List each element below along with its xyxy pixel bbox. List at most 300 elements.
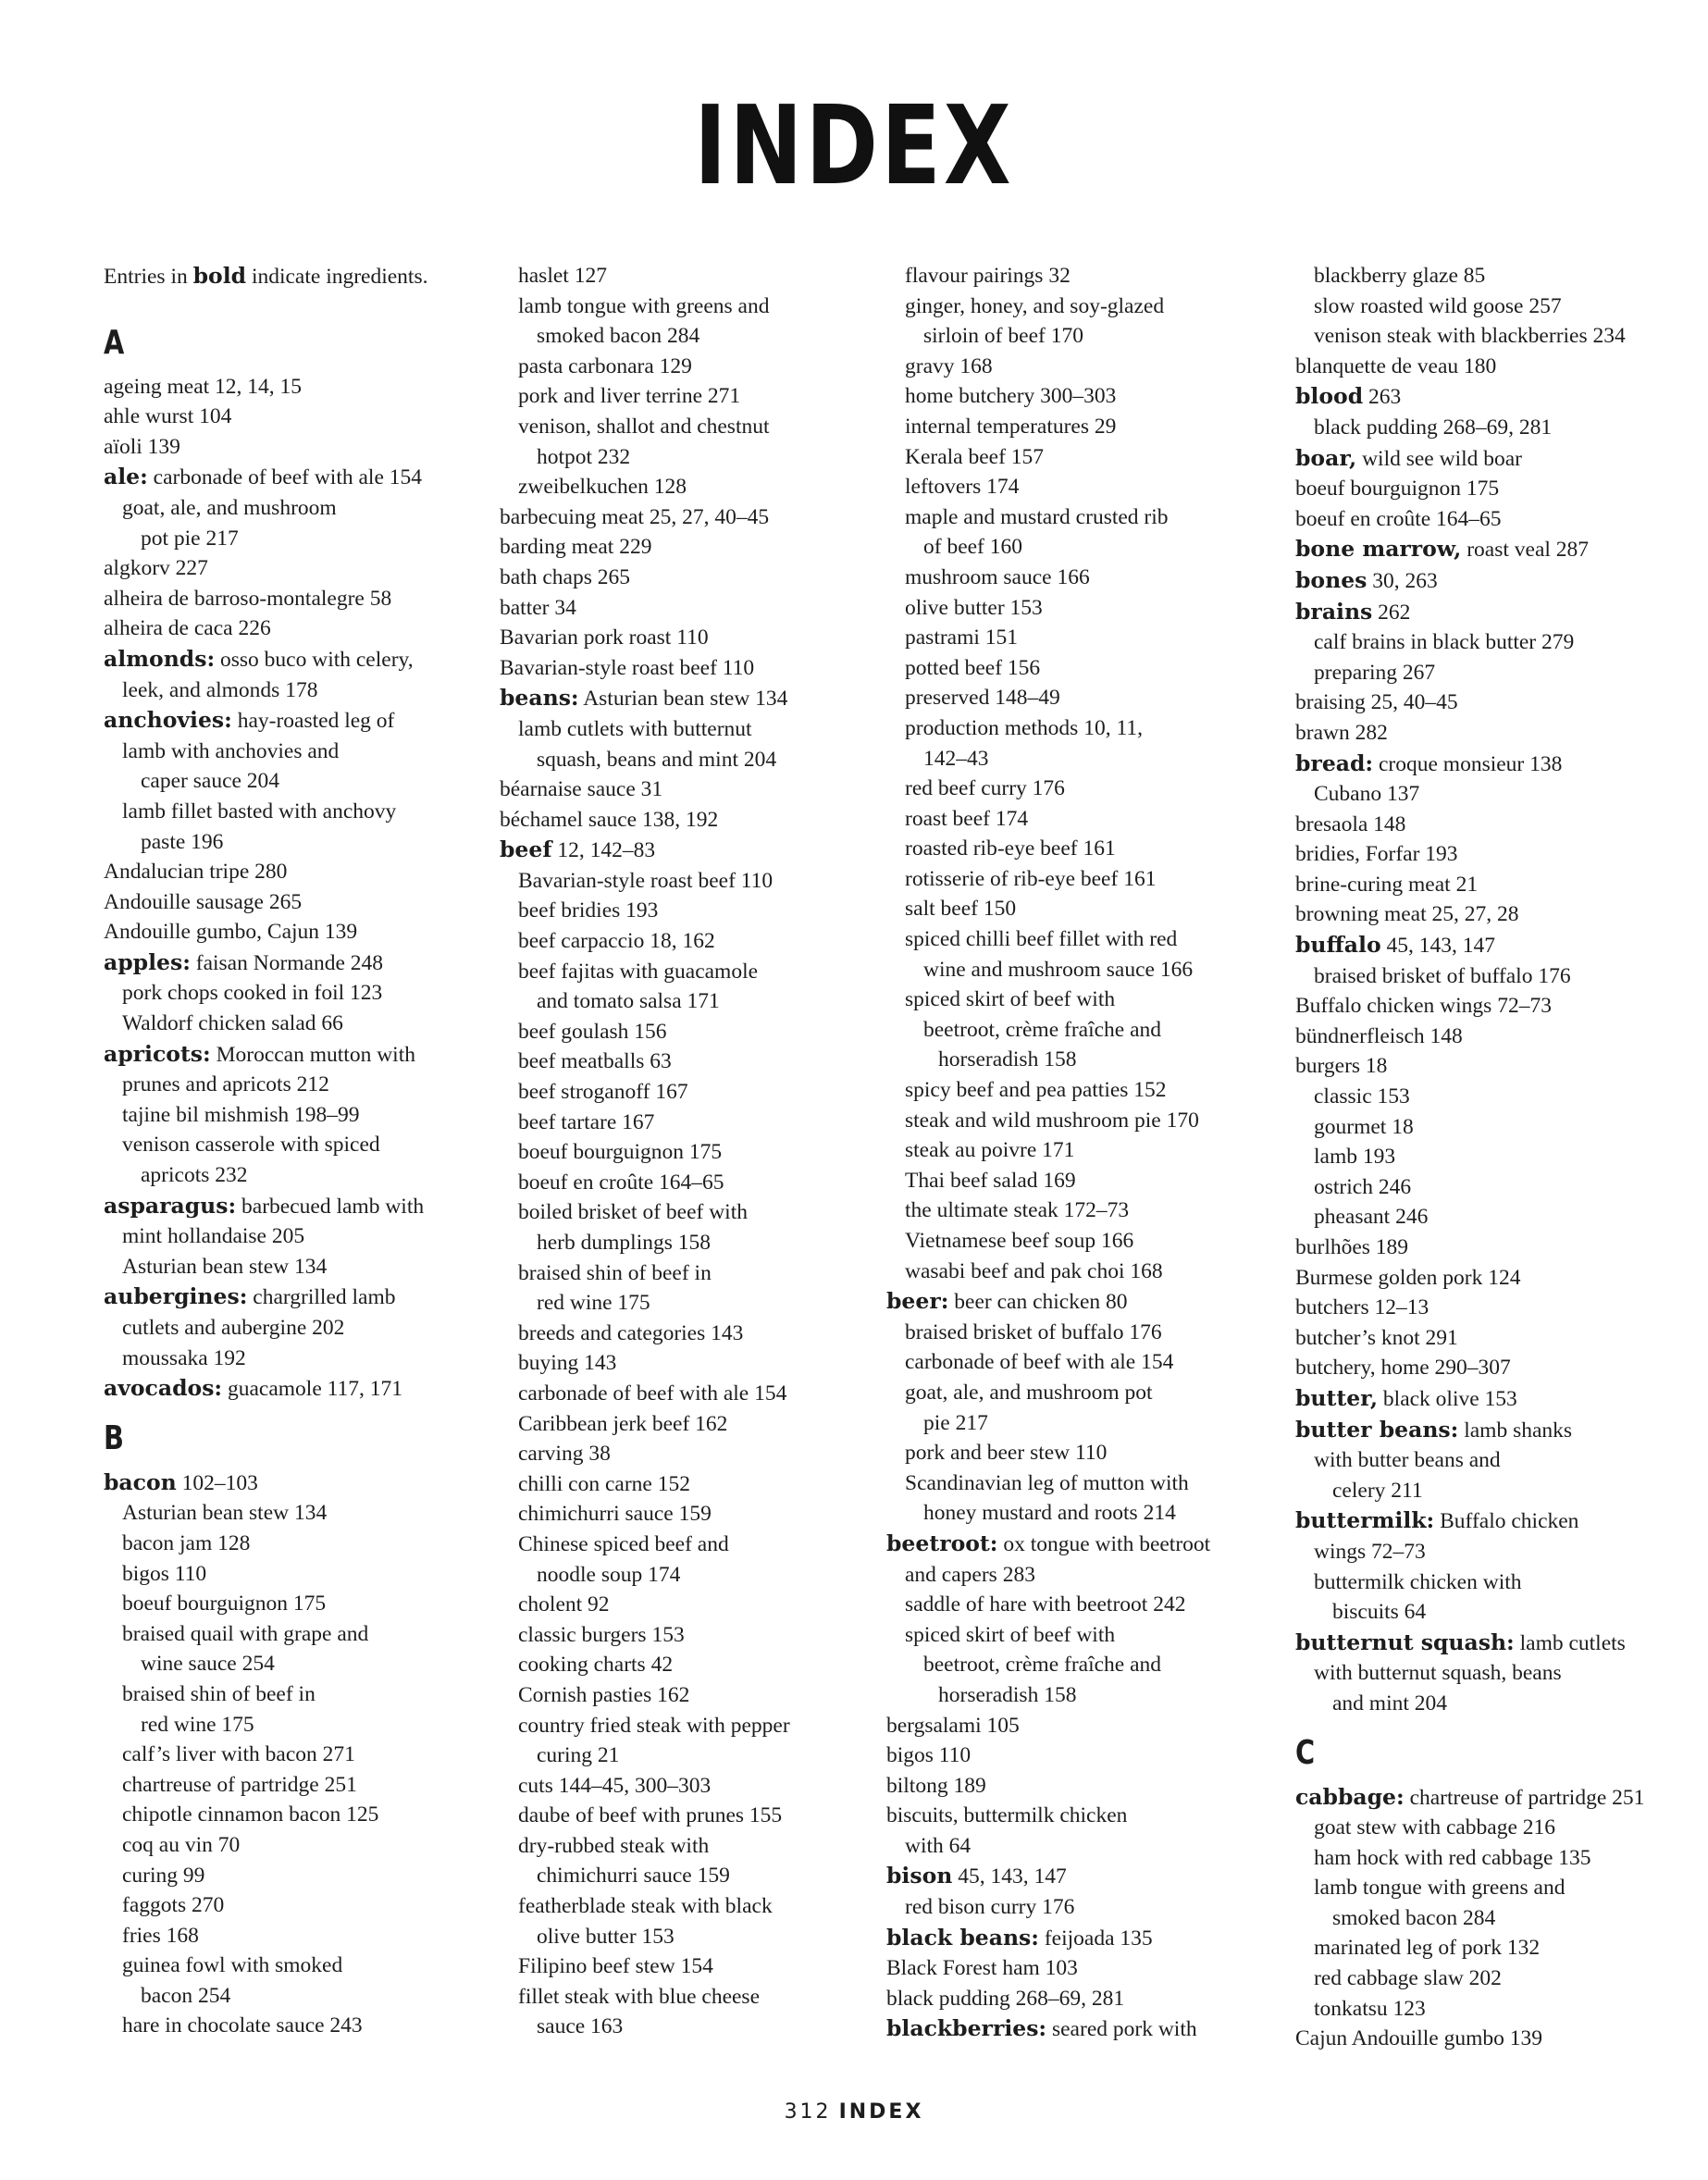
entry-text: potted beef 156	[905, 655, 1041, 680]
index-subentry	[886, 1468, 1293, 1499]
entry-text: bergsalami 105	[886, 1713, 1020, 1738]
index-entry	[104, 402, 511, 432]
index-subentry	[886, 261, 1293, 291]
entry-text: osso buco with celery,	[215, 647, 414, 672]
entry-text: chimichurri sauce 159	[518, 1502, 712, 1527]
entry-text: 142–43	[923, 746, 989, 771]
index-entry	[1295, 443, 1702, 475]
entry-text: braised shin of beef in	[122, 1681, 316, 1706]
index-subentry	[500, 1711, 907, 1741]
index-subentry	[500, 352, 907, 382]
entry-text: lamb fillet basted with anchovy	[122, 799, 397, 824]
index-entry	[500, 653, 907, 684]
entry-text: béchamel sauce 138, 192	[500, 807, 719, 832]
entry-text: horseradish 158	[938, 1682, 1077, 1707]
entry-text: fillet steak with blue cheese	[518, 1984, 761, 2009]
page-number: 312	[784, 2100, 832, 2124]
index-subentry	[1295, 1813, 1702, 1843]
entry-text: sauce 163	[537, 2014, 624, 2039]
index-subentry	[500, 714, 907, 745]
index-subentry	[886, 1347, 1293, 1378]
entry-text: boeuf en croûte 164–65	[1295, 506, 1502, 531]
entry-text: tonkatsu 123	[1314, 1996, 1426, 2021]
index-entry	[1295, 534, 1702, 565]
entry-text: braising 25, 40–45	[1295, 690, 1458, 715]
entry-keyword: bread:	[1295, 749, 1374, 776]
index-entry	[886, 1801, 1293, 1831]
entry-text: goat, ale, and mushroom	[122, 495, 337, 520]
entry-text: chipotle cinnamon bacon 125	[122, 1802, 379, 1827]
index-subentry	[104, 1951, 511, 1981]
index-entry	[104, 432, 511, 463]
entry-text: ahle wurst 104	[104, 404, 232, 429]
index-subentry	[500, 321, 907, 352]
entry-text: butchers 12–13	[1295, 1295, 1430, 1320]
entry-text: maple and mustard crusted rib	[905, 504, 1169, 529]
index-entry	[1295, 1263, 1702, 1294]
index-subentry	[500, 2012, 907, 2042]
index-subentry	[1295, 1658, 1702, 1689]
entry-text: butcher’s knot 291	[1295, 1325, 1458, 1350]
index-subentry	[886, 774, 1293, 804]
entry-text: beef tartare 167	[518, 1109, 655, 1134]
index-subentry	[1295, 1933, 1702, 1963]
entry-text: red wine 175	[141, 1712, 254, 1737]
index-subentry	[500, 1560, 907, 1591]
index-subentry	[886, 472, 1293, 502]
index-entry	[104, 1468, 511, 1499]
entry-text: country fried steak with pepper	[518, 1713, 790, 1738]
entry-text: and capers 283	[905, 1562, 1035, 1587]
entry-text: burgers 18	[1295, 1054, 1388, 1079]
entry-text: hay-roasted leg of	[231, 709, 395, 734]
index-subentry	[104, 2011, 511, 2041]
index-subentry	[500, 1197, 907, 1228]
entry-text: Cubano 137	[1314, 782, 1420, 807]
entry-text: curing 21	[537, 1743, 620, 1768]
index-subentry	[886, 1166, 1293, 1196]
entry-text: ageing meat 12, 14, 15	[104, 374, 303, 399]
entry-keyword: bones	[1295, 566, 1368, 593]
index-entry	[886, 1771, 1293, 1802]
index-subentry	[1295, 1567, 1702, 1598]
index-subentry	[886, 1075, 1293, 1106]
index-subentry	[104, 978, 511, 1009]
index-subentry	[1295, 1903, 1702, 1934]
index-subentry	[886, 412, 1293, 442]
index-entry	[500, 593, 907, 624]
entry-text: buying 143	[518, 1351, 617, 1376]
entry-text: beef carpaccio 18, 162	[518, 929, 715, 954]
index-entry	[104, 857, 511, 887]
entry-text: beetroot, crème fraîche and	[923, 1017, 1162, 1042]
index-subentry	[1295, 1963, 1702, 1994]
entry-text: venison casserole with spiced	[122, 1133, 380, 1158]
index-entry	[1295, 810, 1702, 840]
entry-keyword: anchovies:	[104, 707, 232, 734]
index-subentry	[104, 1070, 511, 1100]
index-subentry	[886, 321, 1293, 352]
entry-text: butchery, home 290–307	[1295, 1356, 1511, 1381]
entry-text: Caribbean jerk beef 162	[518, 1411, 728, 1436]
entry-text: chartreuse of partridge 251	[122, 1772, 357, 1797]
index-column-4	[1295, 261, 1702, 2054]
index-entry	[1295, 1022, 1702, 1052]
index-entry	[1295, 687, 1702, 718]
index-subentry	[500, 957, 907, 987]
index-entry	[1295, 381, 1702, 413]
entry-text: bath chaps 265	[500, 564, 630, 589]
index-subentry	[500, 1530, 907, 1560]
index-subentry	[1295, 658, 1702, 688]
entry-text: with butternut squash, beans	[1314, 1661, 1562, 1686]
entry-text: squash, beans and mint 204	[537, 747, 777, 772]
entry-keyword: almonds:	[104, 645, 216, 672]
index-entry	[1295, 1353, 1702, 1383]
index-subentry	[886, 1620, 1293, 1651]
index-subentry	[104, 1619, 511, 1650]
index-subentry	[886, 1195, 1293, 1226]
index-subentry	[1295, 321, 1702, 352]
entry-keyword: beer:	[886, 1288, 949, 1315]
index-subentry	[886, 1408, 1293, 1439]
index-subentry	[886, 864, 1293, 895]
entry-keyword: boar,	[1295, 444, 1357, 471]
entry-text: Waldorf chicken salad 66	[122, 1011, 343, 1036]
entry-text: hare in chocolate sauce 243	[122, 2013, 363, 2038]
index-subentry	[500, 1801, 907, 1831]
entry-text: wild see wild boar	[1356, 446, 1523, 471]
entry-text: tajine bil mishmish 198–99	[122, 1102, 360, 1127]
entry-text: roast beef 174	[905, 806, 1029, 831]
entry-text: lamb cutlets with butternut	[518, 716, 752, 741]
entry-text: béarnaise sauce 31	[500, 777, 663, 802]
entry-text: salt beef 150	[905, 897, 1017, 922]
index-subentry	[886, 623, 1293, 653]
index-entry	[104, 372, 511, 403]
index-subentry	[886, 1226, 1293, 1257]
index-entry	[886, 1711, 1293, 1741]
entry-text: cuts 144–45, 300–303	[518, 1773, 712, 1798]
entry-text: Black Forest ham 103	[886, 1956, 1078, 1981]
entry-text: 102–103	[176, 1470, 258, 1495]
index-entry	[104, 705, 511, 737]
entry-text: Buffalo chicken	[1434, 1509, 1579, 1534]
index-subentry	[1295, 1873, 1702, 1903]
index-subentry	[886, 1106, 1293, 1136]
entry-text: breeds and categories 143	[518, 1320, 744, 1345]
entry-text: moussaka 192	[122, 1345, 246, 1370]
index-entry	[1295, 930, 1702, 961]
entry-text: 30, 263	[1367, 568, 1438, 593]
entry-text: faisan Normande 248	[190, 950, 384, 975]
index-subentry	[1295, 1689, 1702, 1719]
entry-text: beef stroganoff 167	[518, 1080, 688, 1105]
index-subentry	[104, 1710, 511, 1740]
entry-keyword: aubergines:	[104, 1283, 248, 1310]
entry-text: alheira de barroso-montalegre 58	[104, 586, 392, 611]
entry-text: Bavarian pork roast 110	[500, 626, 709, 650]
entry-text: cholent 92	[518, 1592, 610, 1617]
index-subentry	[1295, 1082, 1702, 1112]
entry-text: Scandinavian leg of mutton with	[905, 1470, 1189, 1495]
entry-text: ostrich 246	[1314, 1174, 1412, 1199]
entry-keyword: black beans:	[886, 1924, 1039, 1951]
index-subentry	[886, 1831, 1293, 1862]
index-subentry	[104, 766, 511, 797]
index-entry	[886, 1286, 1293, 1318]
index-entry	[104, 948, 511, 979]
entry-keyword: avocados:	[104, 1375, 223, 1402]
entry-text: bacon 254	[141, 1983, 231, 2008]
entry-text: coq au vin 70	[122, 1832, 241, 1857]
index-subentry	[500, 261, 907, 291]
entry-text: and tomato salsa 171	[537, 989, 720, 1014]
index-subentry	[1295, 1843, 1702, 1874]
note-text: indicate ingredients.	[246, 265, 428, 289]
index-subentry	[886, 955, 1293, 985]
entry-text: leek, and almonds 178	[122, 677, 318, 702]
index-subentry	[500, 986, 907, 1017]
entry-keyword: beef	[500, 836, 552, 863]
entry-keyword: asparagus:	[104, 1192, 237, 1219]
index-subentry	[500, 1951, 907, 1982]
index-subentry	[104, 827, 511, 858]
index-subentry	[500, 1258, 907, 1289]
index-entry	[500, 774, 907, 805]
entry-text: paste 196	[141, 829, 224, 854]
index-entry	[1295, 1232, 1702, 1263]
entry-text: steak and wild mushroom pie 170	[905, 1108, 1199, 1133]
entry-text: classic burgers 153	[518, 1622, 685, 1647]
entry-text: guinea fowl with smoked	[122, 1953, 343, 1978]
entry-text: smoked bacon 284	[537, 324, 700, 349]
index-subentry	[1295, 1202, 1702, 1232]
entry-text: spiced skirt of beef with	[905, 987, 1116, 1012]
entry-text: braised brisket of buffalo 176	[1314, 963, 1571, 988]
index-subentry	[500, 472, 907, 502]
entry-text: braised quail with grape and	[122, 1621, 369, 1646]
index-entry	[1295, 1293, 1702, 1323]
index-subentry	[500, 412, 907, 442]
entry-text: boeuf en croûte 164–65	[518, 1170, 724, 1195]
index-subentry	[104, 1589, 511, 1619]
entry-keyword: beans:	[500, 685, 579, 712]
entry-keyword: beetroot:	[886, 1530, 998, 1556]
index-subentry	[104, 675, 511, 706]
entry-text: lamb shanks	[1458, 1418, 1573, 1443]
entry-text: chartreuse of partridge 251	[1404, 1785, 1645, 1810]
index-subentry	[1295, 779, 1702, 810]
note-text: Entries in	[104, 265, 193, 289]
entry-text: biltong 189	[886, 1773, 986, 1798]
index-entry	[104, 462, 511, 493]
index-subentry	[500, 1348, 907, 1379]
index-subentry	[104, 1559, 511, 1590]
index-subentry	[500, 442, 907, 473]
index-entry	[104, 887, 511, 918]
index-subentry	[500, 1047, 907, 1077]
index-entry	[500, 502, 907, 533]
entry-text: boeuf bourguignon 175	[122, 1592, 327, 1616]
entry-text: seared pork with	[1046, 2017, 1197, 2042]
note-bold: bold	[192, 263, 247, 289]
entry-text: boiled brisket of beef with	[518, 1200, 748, 1225]
entry-text: Asturian bean stew 134	[122, 1501, 328, 1526]
index-subentry	[886, 713, 1293, 744]
entry-text: buttermilk chicken with	[1314, 1569, 1522, 1594]
index-subentry	[104, 1160, 511, 1191]
entry-text: classic 153	[1314, 1084, 1410, 1109]
entry-text: home butchery 300–303	[905, 384, 1117, 409]
entry-text: pork and liver terrine 271	[518, 384, 741, 409]
entry-text: lamb with anchovies and	[122, 738, 340, 763]
index-subentry	[886, 442, 1293, 473]
entry-text: noodle soup 174	[537, 1562, 681, 1587]
index-subentry	[104, 1800, 511, 1830]
entry-keyword: blood	[1295, 383, 1364, 410]
index-subentry	[104, 737, 511, 767]
entry-text: alheira de caca 226	[104, 616, 271, 641]
index-subentry	[104, 1100, 511, 1131]
index-entry	[104, 1282, 511, 1313]
index-entry	[1295, 2024, 1702, 2054]
index-entry	[1295, 870, 1702, 900]
index-subentry	[500, 1439, 907, 1469]
index-subentry	[886, 352, 1293, 382]
entry-keyword: buffalo	[1295, 932, 1381, 959]
index-subentry	[104, 1221, 511, 1252]
index-subentry	[1295, 1172, 1702, 1203]
index-subentry	[886, 1045, 1293, 1075]
index-subentry	[500, 1077, 907, 1108]
index-column-3	[886, 261, 1293, 2045]
entry-text: steak au poivre 171	[905, 1138, 1075, 1163]
entry-text: herb dumplings 158	[537, 1231, 711, 1255]
index-subentry	[104, 1009, 511, 1039]
entry-text: 263	[1363, 385, 1402, 410]
entry-text: carbonade of beef with ale 154	[518, 1381, 787, 1406]
entry-text: with 64	[905, 1833, 972, 1858]
index-entry	[500, 563, 907, 593]
entry-keyword: butter beans:	[1295, 1416, 1459, 1443]
entry-text: lamb 193	[1314, 1145, 1396, 1170]
index-subentry	[1295, 1112, 1702, 1143]
index-subentry	[500, 1409, 907, 1440]
index-entry	[1295, 1051, 1702, 1082]
entry-text: spiced skirt of beef with	[905, 1622, 1116, 1647]
index-entry	[104, 1191, 511, 1222]
index-subentry	[104, 1649, 511, 1679]
index-subentry	[104, 1770, 511, 1801]
index-subentry	[886, 683, 1293, 713]
entry-text: Cajun Andouille gumbo 139	[1295, 2026, 1542, 2051]
entry-text: Andouille gumbo, Cajun 139	[104, 920, 358, 945]
entry-text: rotisserie of rib-eye beef 161	[905, 866, 1157, 891]
index-subentry	[500, 1650, 907, 1680]
entry-text: blackberry glaze 85	[1314, 264, 1486, 288]
entry-text: lamb tongue with greens and	[518, 293, 770, 318]
entry-text: croque monsieur 138	[1373, 751, 1563, 776]
index-subentry	[500, 1680, 907, 1711]
index-subentry	[500, 1831, 907, 1862]
index-entry	[500, 623, 907, 653]
index-subentry	[1295, 1476, 1702, 1506]
entry-text: 262	[1372, 600, 1411, 625]
index-entry	[1295, 991, 1702, 1022]
index-subentry	[104, 1344, 511, 1374]
index-subentry	[104, 1252, 511, 1282]
entry-text: prunes and apricots 212	[122, 1072, 329, 1097]
index-subentry	[500, 1017, 907, 1047]
index-entry	[104, 644, 511, 675]
index-entry	[1295, 1383, 1702, 1415]
entry-text: olive butter 153	[537, 1924, 675, 1949]
entry-text: internal temperatures 29	[905, 414, 1117, 439]
entry-keyword: bison	[886, 1863, 953, 1889]
entry-text: Bavarian-style roast beef 110	[518, 868, 774, 893]
entry-text: cooking charts 42	[518, 1653, 674, 1678]
index-column-2	[500, 261, 907, 2042]
entry-text: smoked bacon 284	[1332, 1905, 1496, 1930]
entry-text: biscuits 64	[1332, 1600, 1427, 1625]
entry-text: Moroccan mutton with	[210, 1042, 415, 1067]
entry-keyword: brains	[1295, 598, 1373, 625]
entry-text: pork chops cooked in foil 123	[122, 981, 383, 1006]
entry-text: braised shin of beef in	[518, 1260, 712, 1285]
entry-text: curing 99	[122, 1863, 205, 1888]
entry-text: gravy 168	[905, 353, 993, 378]
entry-text: Asturian bean stew 134	[578, 687, 788, 712]
entry-keyword: bone marrow,	[1295, 536, 1462, 563]
index-entry	[500, 835, 907, 866]
index-subentry	[1295, 1597, 1702, 1628]
entry-text: venison steak with blackberries 234	[1314, 324, 1626, 349]
index-subentry	[1295, 413, 1702, 443]
index-entry	[104, 1373, 511, 1405]
index-subentry	[886, 563, 1293, 593]
index-entry	[104, 553, 511, 584]
index-subentry	[500, 1228, 907, 1258]
entry-text: red wine 175	[537, 1291, 650, 1316]
section-letter: B	[104, 1418, 124, 1457]
entry-text: gourmet 18	[1314, 1114, 1414, 1139]
entry-text: horseradish 158	[938, 1047, 1077, 1072]
entry-text: marinated leg of pork 132	[1314, 1936, 1541, 1961]
entry-text: leftovers 174	[905, 475, 1020, 500]
index-subentry	[104, 1861, 511, 1891]
entry-text: brine-curing meat 21	[1295, 872, 1479, 897]
entry-text: red bison curry 176	[905, 1895, 1075, 1920]
entry-text: black pudding 268–69, 281	[886, 1986, 1125, 2011]
index-subentry	[104, 1130, 511, 1160]
entry-keyword: blackberries:	[886, 2015, 1047, 2042]
entry-text: chilli con carne 152	[518, 1471, 690, 1496]
entry-text: Chinese spiced beef and	[518, 1531, 729, 1556]
index-subentry	[886, 834, 1293, 864]
entry-text: aïoli 139	[104, 434, 180, 459]
entry-text: featherblade steak with black	[518, 1894, 773, 1919]
index-subentry	[500, 1137, 907, 1168]
entry-text: Andouille sausage 265	[104, 889, 303, 914]
index-entry	[886, 1529, 1293, 1560]
entry-text: bridies, Forfar 193	[1295, 842, 1458, 867]
index-subentry	[104, 1740, 511, 1770]
entry-text: Asturian bean stew 134	[122, 1254, 328, 1279]
entry-text: 45, 143, 147	[1380, 934, 1496, 959]
index-subentry	[886, 381, 1293, 412]
index-subentry	[886, 1257, 1293, 1287]
